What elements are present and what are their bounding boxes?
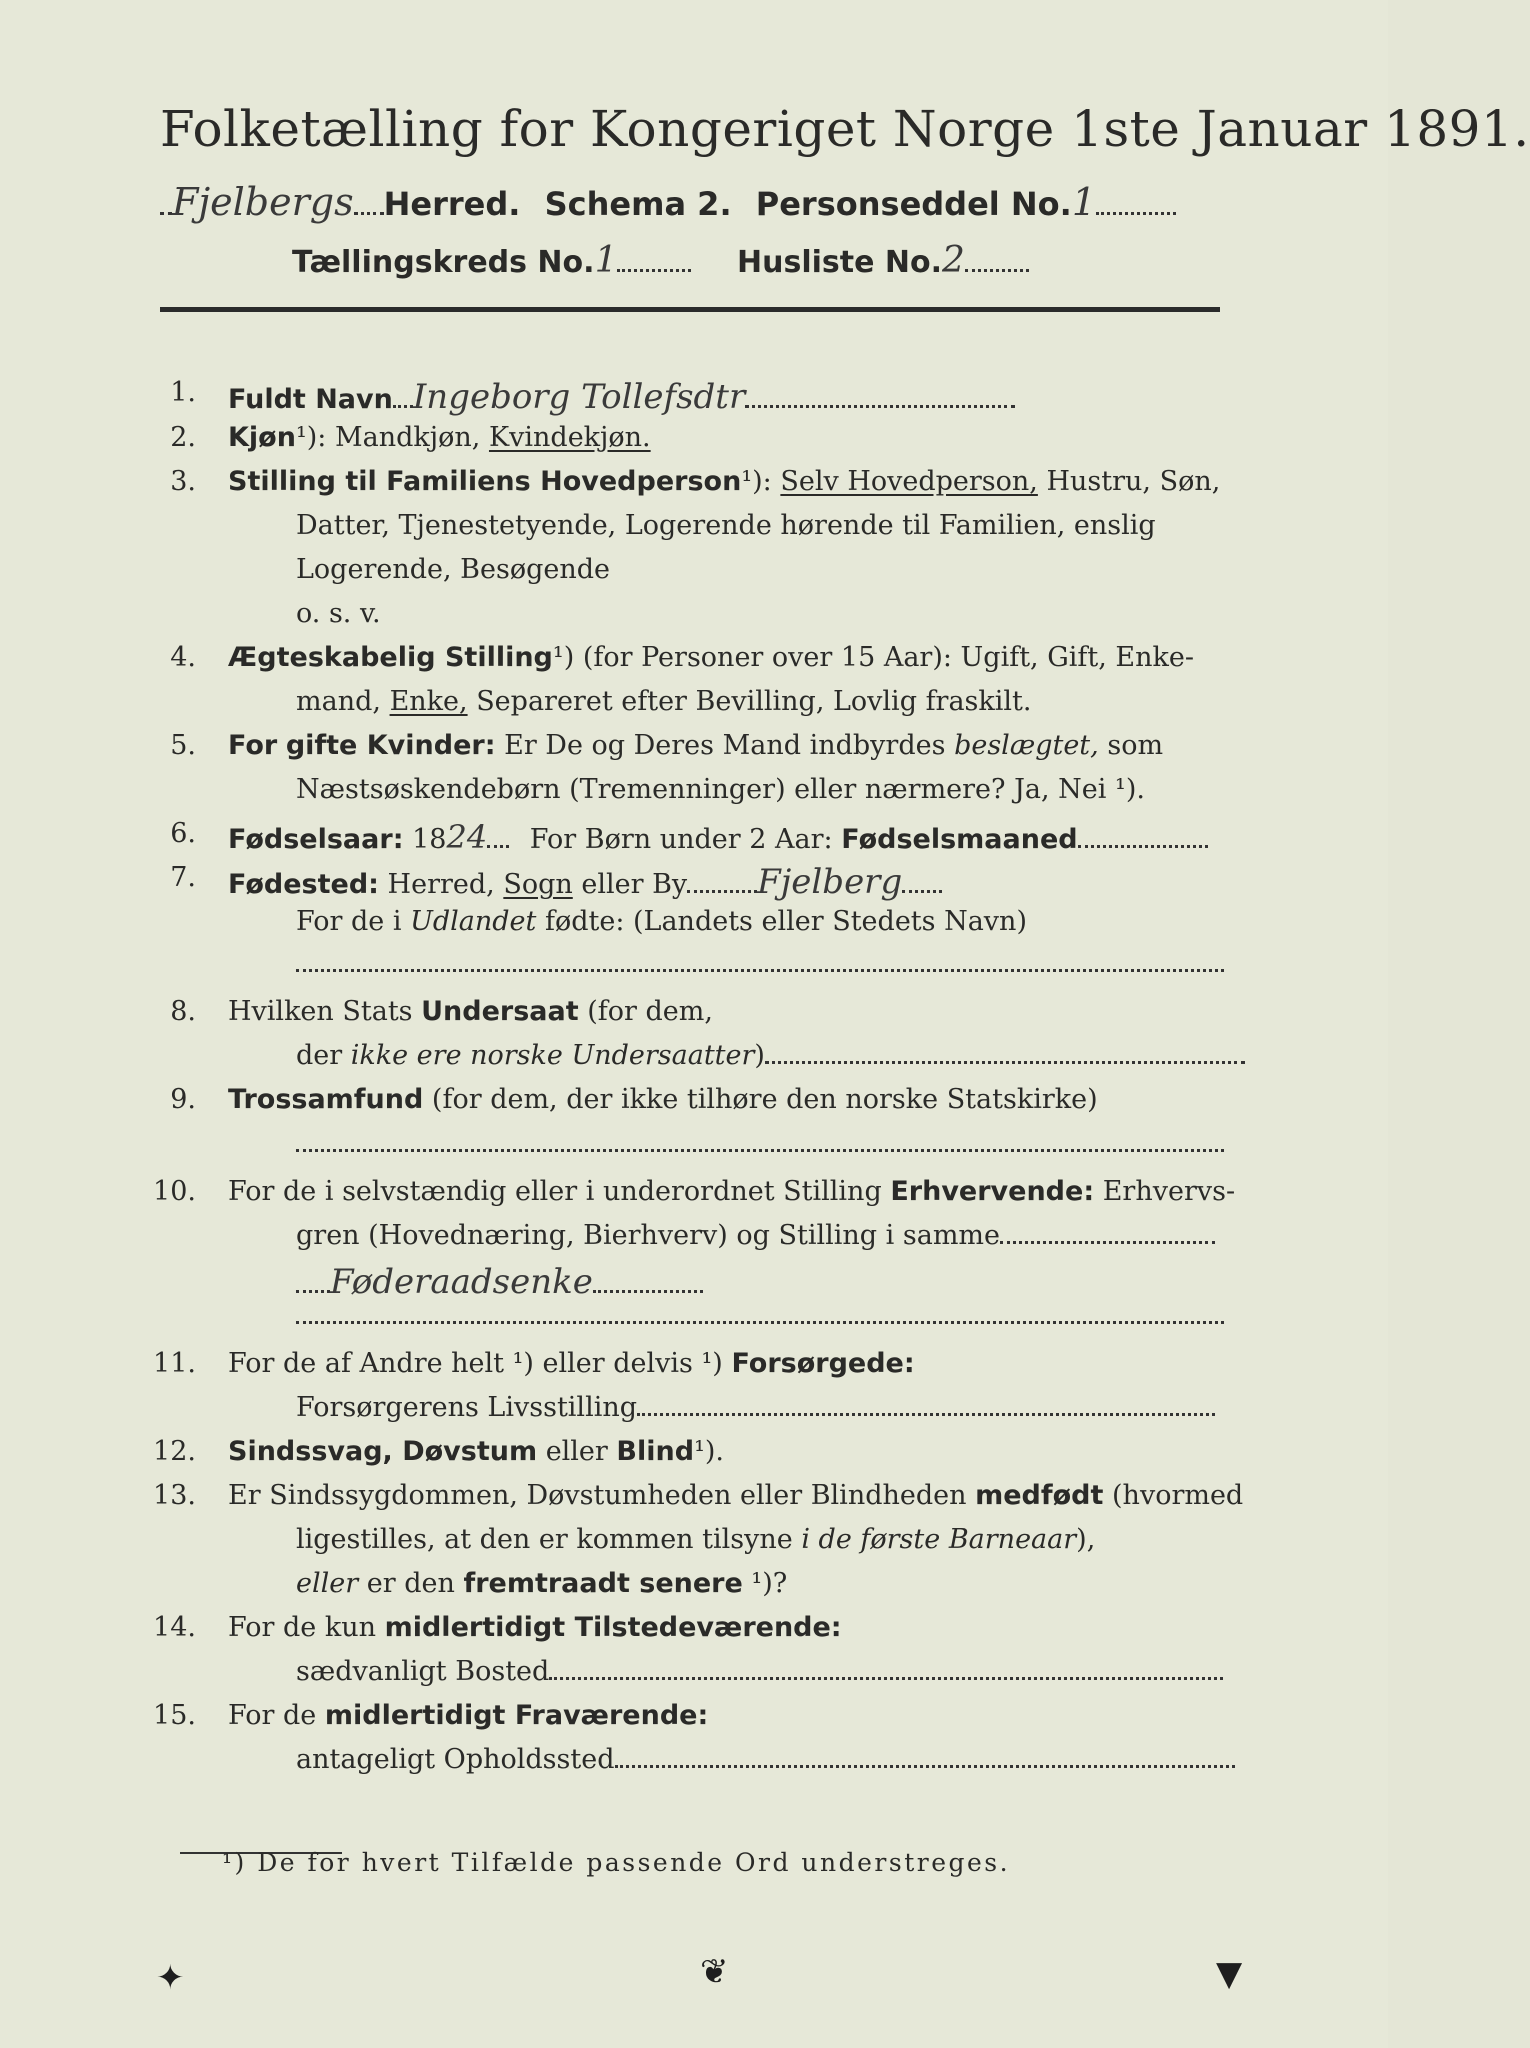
q9-blank-line <box>296 1128 1224 1159</box>
q4-rest: ¹) (for Personer over 15 Aar): Ugift, Gift, Enke- <box>552 642 1194 673</box>
q11-number: 11. <box>153 1348 196 1379</box>
q2-label: Kjøn <box>228 422 296 453</box>
q13-line2-italic: i de første Barneaar <box>801 1524 1077 1555</box>
herred-label: Herred. <box>383 185 521 223</box>
q7-line2-italic: Udlandet <box>410 906 537 937</box>
dots <box>549 1669 1223 1680</box>
q1-number: 1. <box>170 377 196 408</box>
q4-answer: Enke, <box>389 686 468 717</box>
kreds-value: 1 <box>594 240 618 281</box>
q5-rest: Er De og Deres Mand indbyrdes <box>504 730 946 761</box>
dots <box>393 397 413 408</box>
q7-label: Fødested: <box>228 869 379 900</box>
q13-number: 13. <box>153 1480 196 1511</box>
q4-label: Ægteskabelig Stilling <box>228 642 553 673</box>
dots <box>902 882 942 893</box>
q9-line <box>228 1084 1098 1115</box>
q7-number: 7. <box>170 862 196 893</box>
q6-rest: For Børn under 2 Aar: <box>529 824 833 855</box>
dots <box>615 1757 1235 1768</box>
q15-number: 15. <box>153 1700 196 1731</box>
q3-sup: ¹): <box>741 466 772 497</box>
q6-label2: Fødselsmaaned <box>841 824 1078 855</box>
dots <box>745 397 1015 408</box>
q13-label: medfødt <box>975 1480 1104 1511</box>
corner-mark-icon: ✦ <box>156 1958 185 1998</box>
q2-options: ¹): Mandkjøn, <box>295 422 481 453</box>
q4-line2a: mand, <box>296 686 381 717</box>
q6-value: 24 <box>446 818 488 856</box>
q6-prefix: 18 <box>412 824 447 855</box>
q2-number: 2. <box>170 422 196 453</box>
q10-line <box>228 1176 1235 1207</box>
q13-line3-italic: eller <box>296 1568 359 1599</box>
dots <box>1096 204 1176 215</box>
q10-rest2: Erhvervs- <box>1102 1176 1236 1207</box>
q8-number: 8. <box>170 996 196 1027</box>
q13-rest2: (hvormed <box>1112 1480 1244 1511</box>
husliste-value: 2 <box>942 240 965 281</box>
dots <box>296 1141 1224 1152</box>
q5-italic: beslægtet, <box>954 730 1099 761</box>
q6-number: 6. <box>170 818 196 849</box>
q9-label: Trossamfund <box>228 1084 424 1115</box>
header-rule <box>160 307 1220 312</box>
dots <box>1078 837 1208 848</box>
q8-rest: (for dem, <box>587 996 713 1027</box>
personseddel-value: 1 <box>1071 180 1096 224</box>
q4-number: 4. <box>170 642 196 673</box>
q7-line2b: fødte: (Landets eller Stedets Navn) <box>544 906 1027 937</box>
herred-value: Fjelbergs <box>172 180 354 224</box>
q10-label: Erhvervende: <box>890 1176 1095 1207</box>
q11-label: Forsørgede: <box>731 1348 915 1379</box>
dots <box>1000 1233 1215 1244</box>
q2-line <box>228 422 651 453</box>
q10-value: Føderaadsenke <box>330 1262 593 1302</box>
q12-label2: Blind <box>616 1436 695 1467</box>
dots <box>687 882 757 893</box>
q7-line <box>228 862 942 902</box>
q6-line <box>228 818 1208 856</box>
q8-line2a: der <box>296 1040 343 1071</box>
q13-line3a: er den <box>366 1568 455 1599</box>
schema-label: Schema 2. <box>544 185 732 223</box>
dots <box>965 261 1029 272</box>
q3-rest: Hustru, Søn, <box>1046 466 1221 497</box>
q10-number: 10. <box>153 1176 196 1207</box>
q1-label: Fuldt Navn <box>228 384 393 415</box>
dots <box>487 837 509 848</box>
q3-label: Stilling til Familiens Hovedperson <box>228 466 742 497</box>
q8-label-a: Hvilken Stats <box>228 996 413 1027</box>
dots <box>354 204 384 215</box>
q12-tail: ¹). <box>694 1436 725 1467</box>
q15-line2-text: antageligt Opholdssted <box>296 1744 615 1775</box>
q11-line <box>228 1348 915 1379</box>
q7-value: Fjelberg <box>757 862 903 902</box>
q10-line2 <box>296 1220 1215 1251</box>
header-herred-line <box>160 180 1176 224</box>
q5-line2: Næstsøskendebørn (Tremenninger) eller nærmere? Ja, Nei ¹). <box>296 774 1145 805</box>
q13-line2a: ligestilles, at den er kommen tilsyne <box>296 1524 793 1555</box>
q7-rest: Herred, <box>387 869 495 900</box>
q13-line2 <box>296 1524 1095 1555</box>
q13-line3b: fremtraadt senere <box>463 1568 743 1599</box>
dots <box>593 1282 703 1293</box>
q15-line <box>228 1700 708 1731</box>
q1-value: Ingeborg Tollefsdtr <box>412 377 746 417</box>
ink-blot-icon: ❦ <box>700 1952 729 1992</box>
q7-line2a: For de i <box>296 906 402 937</box>
q7-answer: Sogn <box>503 869 573 900</box>
q4-line2 <box>296 686 1031 717</box>
q11-rest: For de af Andre helt ¹) eller delvis ¹) <box>228 1348 723 1379</box>
kreds-label: Tællingskreds No. <box>292 245 595 280</box>
q14-rest: For de kun <box>228 1612 376 1643</box>
q4-line <box>228 642 1194 673</box>
q14-line <box>228 1612 842 1643</box>
dots <box>160 204 172 215</box>
q13-line2b: ), <box>1076 1524 1096 1555</box>
q8-label-b: Undersaat <box>421 996 579 1027</box>
dots <box>637 1405 1215 1416</box>
corner-mark-icon: ▼ <box>1216 1954 1243 1994</box>
husliste-label: Husliste No. <box>737 245 943 280</box>
form-title: Folketælling for Kongeriget Norge 1ste Januar 1891. <box>160 100 1530 158</box>
q13-line3c: ¹)? <box>751 1568 788 1599</box>
q10-line2-text: gren (Hovednæring, Bierhverv) og Stilling i samme <box>296 1220 1001 1251</box>
header-kreds-line <box>292 240 1029 281</box>
q8-line2-italic: ikke ere norske Undersaatter <box>350 1040 755 1071</box>
q8-line2b: ) <box>754 1040 765 1071</box>
q12-rest: eller <box>545 1436 608 1467</box>
dots <box>296 1282 330 1293</box>
dots <box>765 1053 1245 1064</box>
q5-line <box>228 730 1163 761</box>
q5-label-b: gifte Kvinder: <box>285 730 496 761</box>
q3-number: 3. <box>170 466 196 497</box>
footnote: ¹) De for hvert Tilfælde passende Ord understreges. <box>222 1848 1011 1877</box>
q15-label: midlertidigt Fraværende: <box>324 1700 709 1731</box>
q6-label: Fødselsaar: <box>228 824 404 855</box>
q3-line3: Logerende, Besøgende <box>296 554 610 585</box>
q5-number: 5. <box>170 730 196 761</box>
q14-line2-text: sædvanligt Bosted <box>296 1656 550 1687</box>
q13-line <box>228 1480 1243 1511</box>
q13-rest: Er Sindssygdommen, Døvstumheden eller Blindheden <box>228 1480 967 1511</box>
q1-line <box>228 377 1015 417</box>
q7-line2 <box>296 906 1027 937</box>
q3-answer: Selv Hovedperson, <box>780 466 1038 497</box>
q11-line2 <box>296 1392 1215 1423</box>
q12-line <box>228 1436 724 1467</box>
q8-line <box>228 996 713 1027</box>
q14-line2 <box>296 1656 1223 1687</box>
q15-line2 <box>296 1744 1235 1775</box>
q9-rest: (for dem, der ikke tilhøre den norske Statskirke) <box>431 1084 1098 1115</box>
q13-line3 <box>296 1568 787 1599</box>
dots <box>617 261 691 272</box>
q5-rest2: som <box>1107 730 1164 761</box>
q7-rest2: eller By <box>581 869 688 900</box>
q9-number: 9. <box>170 1084 196 1115</box>
q3-line2: Datter, Tjenestetyende, Logerende hørende til Familien, enslig <box>296 510 1156 541</box>
dots <box>296 1313 1224 1324</box>
q7-blank-line <box>296 948 1224 979</box>
q14-label: midlertidigt Tilstedeværende: <box>384 1612 842 1643</box>
dots <box>296 961 1224 972</box>
q3-line <box>228 466 1220 497</box>
q10-rest: For de i selvstændig eller i underordnet Stilling <box>228 1176 882 1207</box>
q8-line2 <box>296 1040 1245 1071</box>
q2-answer: Kvindekjøn. <box>488 422 651 453</box>
q3-line4: o. s. v. <box>296 598 381 629</box>
q15-rest: For de <box>228 1700 317 1731</box>
q10-answer-line <box>296 1262 703 1302</box>
q5-label-a: For <box>228 730 278 761</box>
q12-number: 12. <box>153 1436 196 1467</box>
q10-blank-line <box>296 1300 1224 1331</box>
personseddel-label: Personseddel No. <box>755 185 1072 223</box>
q14-number: 14. <box>153 1612 196 1643</box>
q4-line2b: Separeret efter Bevilling, Lovlig fraskilt. <box>476 686 1032 717</box>
q12-label: Sindssvag, Døvstum <box>228 1436 538 1467</box>
q11-line2-text: Forsørgerens Livsstilling <box>296 1392 638 1423</box>
